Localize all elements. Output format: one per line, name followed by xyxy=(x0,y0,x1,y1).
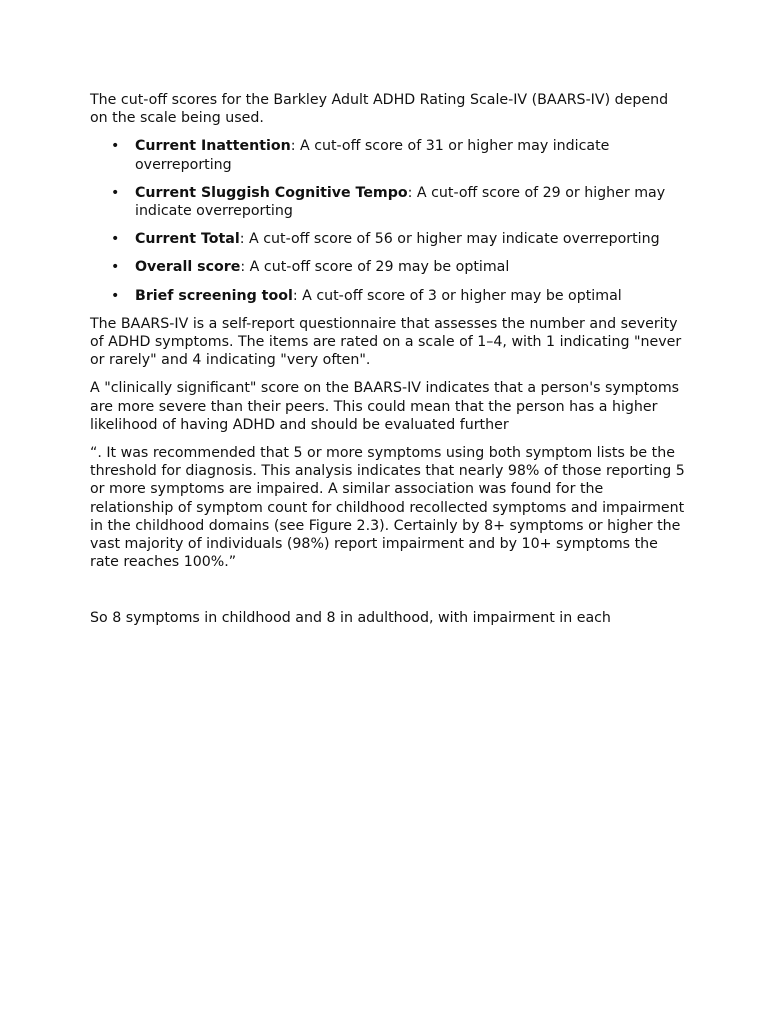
list-item-term: Overall score xyxy=(135,259,241,276)
intro-paragraph: The cut-off scores for the Barkley Adult ADHD Rating Scale-IV (BAARS-IV) depend on the scale being used. xyxy=(90,92,669,127)
conclusion-paragraph: So 8 symptoms in childhood and 8 in adulthood, with impairment in each xyxy=(90,610,611,627)
list-item-text: : A cut-off score of 29 or higher may indicate overreporting xyxy=(135,184,666,220)
clinical-significance-paragraph: A "clinically significant" score on the BAARS-IV indicates that a person's symptoms are more severe than their peers. This could mean that the person has a higher likelihood of having ADHD and should be evaluated further xyxy=(90,380,680,433)
list-item-text: : A cut-off score of 29 may be optimal xyxy=(240,259,510,276)
list-item-text: : A cut-off score of 31 or higher may indicate overreporting xyxy=(135,138,610,173)
list-item-text: : A cut-off score of 3 or higher may be optimal xyxy=(292,287,622,304)
list-item-term: Current Sluggish Cognitive Tempo xyxy=(135,184,408,201)
list-item xyxy=(135,137,686,173)
list-item xyxy=(135,184,686,220)
list-item-term: Current Total xyxy=(135,231,240,248)
list-item-text: : A cut-off score of 56 or higher may indicate overreporting xyxy=(239,231,660,248)
list-item xyxy=(135,230,686,248)
list-item xyxy=(135,287,686,305)
list-item xyxy=(135,258,686,276)
cutoff-score-list xyxy=(90,137,686,304)
list-item-term: Brief screening tool xyxy=(135,287,293,304)
list-item-term: Current Inattention xyxy=(135,138,291,155)
baars-description-paragraph: The BAARS-IV is a self-report questionnaire that assesses the number and severity of ADHD symptoms. The items are rated on a scale of 1–4, with 1 indicating "never or rarely" and 4 indicating "very often". xyxy=(90,315,682,369)
document-body xyxy=(90,91,686,638)
blank-line xyxy=(90,581,686,609)
quote-paragraph: “. It was recommended that 5 or more symptoms using both symptom lists be the threshold for diagnosis. This analysis indicates that nearly 98% of those reporting 5 or more symptoms are impaired. A similar association was found for the relationship of symptom count for childhood recollected symptoms and impairment in the childhood domains (see Figure 2.3). Certainly by 8+ symptoms or higher the vast majority of individuals (98%) report impairment and by 10+ symptoms the rate reaches 100%.” xyxy=(90,445,685,571)
